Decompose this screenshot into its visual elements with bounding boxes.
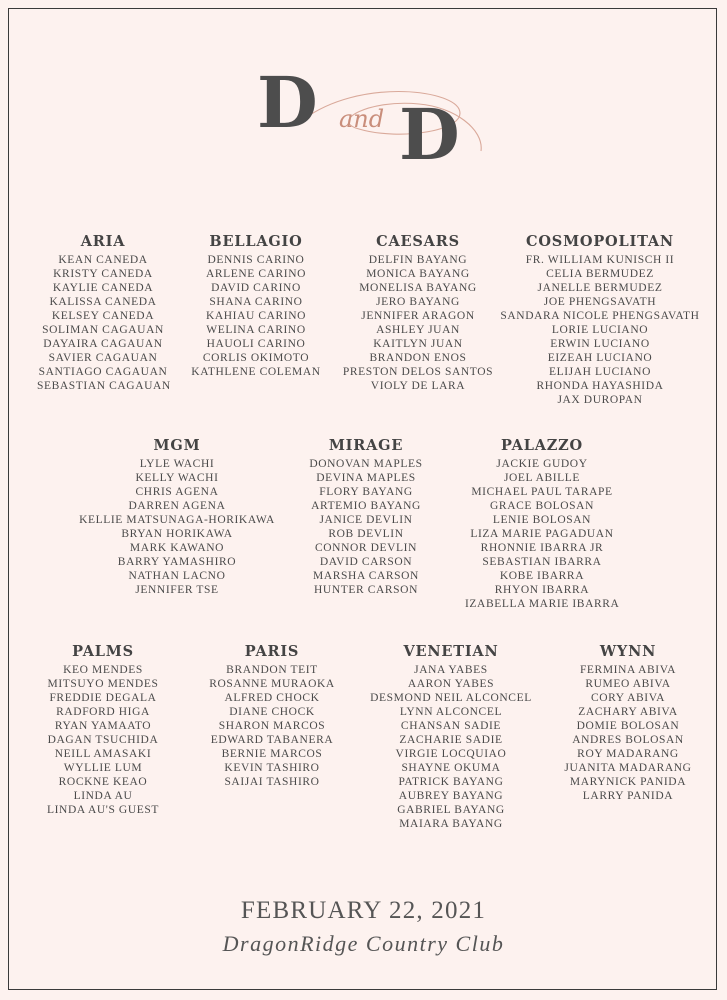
- guest-name: LINDA AU'S GUEST: [47, 804, 159, 816]
- guest-name: FLORY BAYANG: [319, 486, 413, 498]
- guest-name: JANELLE BERMUDEZ: [537, 282, 663, 294]
- guest-name: PRESTON DELOS SANTOS: [342, 366, 494, 378]
- guest-name: ZACHARIE SADIE: [399, 734, 503, 746]
- guest-name: KELSEY CANEDA: [51, 310, 155, 322]
- guest-name: GRACE BOLOSAN: [490, 500, 594, 512]
- guest-name: CORLIS OKIMOTO: [202, 352, 310, 364]
- guest-name: CHANSAN SADIE: [400, 720, 502, 732]
- guest-name: DAVID CARSON: [319, 556, 413, 568]
- guest-name: ERWIN LUCIANO: [550, 338, 650, 350]
- table-mgm: [79, 437, 275, 597]
- guest-name: DOMIE BOLOSAN: [576, 720, 680, 732]
- table-name: VENETIAN: [403, 643, 499, 660]
- guest-name: NEILL AMASAKI: [54, 748, 152, 760]
- guest-name: SAVIER CAGAUAN: [48, 352, 158, 364]
- guest-name: KEO MENDES: [63, 664, 143, 676]
- guest-name: EIZEAH LUCIANO: [547, 352, 653, 364]
- guest-name: ARLENE CARINO: [205, 268, 307, 280]
- guest-name: SEBASTIAN IBARRA: [482, 556, 602, 568]
- guest-name: DIANE CHOCK: [229, 706, 315, 718]
- guest-name: AUBREY BAYANG: [398, 790, 504, 802]
- guest-name: ANDRES BOLOSAN: [572, 734, 684, 746]
- guest-name: CELIA BERMUDEZ: [546, 268, 654, 280]
- guest-name: KATHLENE COLEMAN: [191, 366, 321, 378]
- guest-name: FR. WILLIAM KUNISCH II: [525, 254, 675, 266]
- guest-name: VIRGIE LOCQUIAO: [395, 748, 507, 760]
- guest-name: SANTIAGO CAGAUAN: [38, 366, 168, 378]
- table-aria: [37, 233, 169, 393]
- guest-name: BRANDON TEIT: [226, 664, 318, 676]
- guest-name: JAX DUROPAN: [557, 394, 643, 406]
- table-cosmopolitan: [497, 233, 703, 407]
- guest-name: SHAYNE OKUMA: [401, 762, 501, 774]
- monogram-letter-first: D: [257, 61, 318, 144]
- table-name: PARIS: [244, 643, 300, 660]
- table-name: BELLAGIO: [209, 233, 303, 250]
- guest-name: ZACHARY ABIVA: [578, 706, 678, 718]
- guest-name: RHONNIE IBARRA JR: [480, 542, 604, 554]
- guest-name: KEVIN TASHIRO: [224, 762, 320, 774]
- table-name: PALMS: [72, 643, 134, 660]
- table-mirage: [303, 437, 429, 597]
- guest-name: MONICA BAYANG: [366, 268, 470, 280]
- event-date: FEBRUARY 22, 2021: [240, 897, 487, 924]
- monogram-conjunction: and: [339, 105, 385, 133]
- guest-name: RHONDA HAYASHIDA: [536, 380, 664, 392]
- guest-name: JACKIE GUDOY: [496, 458, 588, 470]
- guest-name: KOBE IBARRA: [499, 570, 585, 582]
- guest-name: HUNTER CARSON: [314, 584, 418, 596]
- table-name: COSMOPOLITAN: [526, 233, 674, 250]
- guest-name: JENNIFER ARAGON: [361, 310, 475, 322]
- guest-name: WELINA CARINO: [206, 324, 306, 336]
- guest-name: BERNIE MARCOS: [221, 748, 323, 760]
- guest-name: LYLE WACHI: [139, 458, 215, 470]
- guest-name: KELLY WACHI: [135, 472, 219, 484]
- guest-name: CHRIS AGENA: [135, 486, 219, 498]
- table-paris: [205, 643, 339, 789]
- guest-name: ASHLEY JUAN: [376, 324, 460, 336]
- guest-name: AARON YABES: [407, 678, 495, 690]
- guest-name: DESMOND NEIL ALCONCEL: [370, 692, 532, 704]
- guest-name: DONOVAN MAPLES: [309, 458, 423, 470]
- guest-name: FREDDIE DEGALA: [49, 692, 157, 704]
- guest-name: DENNIS CARINO: [207, 254, 305, 266]
- guest-name: LYNN ALCONCEL: [399, 706, 503, 718]
- guest-name: LORIE LUCIANO: [551, 324, 649, 336]
- guest-name: RHYON IBARRA: [494, 584, 590, 596]
- guest-name: DAYAIRA CAGAUAN: [43, 338, 163, 350]
- table-caesars: [341, 233, 495, 393]
- guest-name: MITSUYO MENDES: [47, 678, 159, 690]
- guest-name: VIOLY DE LARA: [370, 380, 466, 392]
- guest-name: GABRIEL BAYANG: [397, 804, 505, 816]
- guest-name: ELIJAH LUCIANO: [549, 366, 651, 378]
- table-venetian: [363, 643, 539, 831]
- guest-name: LARRY PANIDA: [582, 790, 674, 802]
- guest-name: KAYLIE CANEDA: [52, 282, 154, 294]
- guest-name: JANA YABES: [414, 664, 488, 676]
- guest-name: LINDA AU: [73, 790, 133, 802]
- guest-name: PATRICK BAYANG: [398, 776, 504, 788]
- guest-name: ROSANNE MURAOKA: [209, 678, 335, 690]
- table-name: MIRAGE: [328, 437, 404, 454]
- guest-name: BRYAN HORIKAWA: [121, 528, 233, 540]
- guest-name: SOLIMAN CAGAUAN: [42, 324, 164, 336]
- guest-name: DAGAN TSUCHIDA: [47, 734, 159, 746]
- table-name: PALAZZO: [501, 437, 583, 454]
- guest-name: DAVID CARINO: [211, 282, 301, 294]
- monogram-logo: [249, 59, 499, 169]
- guest-name: NATHAN LACNO: [128, 570, 226, 582]
- guest-name: MARYNICK PANIDA: [569, 776, 687, 788]
- guest-name: FERMINA ABIVA: [579, 664, 677, 676]
- table-bellagio: [191, 233, 321, 379]
- table-name: WYNN: [599, 643, 657, 660]
- event-venue: DragonRidge Country Club: [222, 931, 505, 956]
- table-palms: [39, 643, 167, 817]
- guest-name: CORY ABIVA: [590, 692, 666, 704]
- guest-name: JOE PHENGSAVATH: [543, 296, 657, 308]
- guest-name: SHANA CARINO: [209, 296, 303, 308]
- table-wynn: [555, 643, 701, 803]
- table-name: ARIA: [80, 233, 126, 250]
- guest-name: EDWARD TABANERA: [210, 734, 334, 746]
- guest-name: ALFRED CHOCK: [224, 692, 320, 704]
- guest-name: WYLLIE LUM: [63, 762, 143, 774]
- guest-name: MAIARA BAYANG: [399, 818, 503, 830]
- guest-name: DEVINA MAPLES: [316, 472, 416, 484]
- guest-name: LIZA MARIE PAGADUAN: [470, 528, 614, 540]
- guest-name: CONNOR DEVLIN: [314, 542, 418, 554]
- guest-name: RYAN YAMAATO: [54, 720, 152, 732]
- guest-name: LENIE BOLOSAN: [492, 514, 592, 526]
- guest-name: ROB DEVLIN: [328, 528, 404, 540]
- guest-name: IZABELLA MARIE IBARRA: [465, 598, 620, 610]
- guest-name: KEAN CANEDA: [58, 254, 148, 266]
- guest-name: MICHAEL PAUL TARAPE: [471, 486, 613, 498]
- guest-name: KALISSA CANEDA: [49, 296, 157, 308]
- guest-name: MARSHA CARSON: [313, 570, 419, 582]
- guest-name: RUMEO ABIVA: [585, 678, 671, 690]
- guest-name: ROCKNE KEAO: [58, 776, 148, 788]
- guest-name: KRISTY CANEDA: [53, 268, 153, 280]
- guest-name: RADFORD HIGA: [56, 706, 150, 718]
- guest-name: SANDARA NICOLE PHENGSAVATH: [500, 310, 700, 322]
- table-name: CAESARS: [376, 233, 460, 250]
- guest-name: KAITLYN JUAN: [373, 338, 463, 350]
- guest-name: JUANITA MADARANG: [564, 762, 692, 774]
- table-palazzo: [465, 437, 619, 611]
- guest-name: MONELISA BAYANG: [359, 282, 477, 294]
- guest-name: DARREN AGENA: [128, 500, 226, 512]
- seating-chart-page: [8, 8, 717, 990]
- guest-name: KAHIAU CARINO: [205, 310, 307, 322]
- guest-name: MARK KAWANO: [129, 542, 225, 554]
- guest-name: KELLIE MATSUNAGA-HORIKAWA: [79, 514, 275, 526]
- guest-name: HAUOLI CARINO: [206, 338, 306, 350]
- guest-name: BARRY YAMASHIRO: [117, 556, 237, 568]
- guest-name: DELFIN BAYANG: [368, 254, 468, 266]
- guest-name: ROY MADARANG: [577, 748, 679, 760]
- guest-name: SEBASTIAN CAGAUAN: [37, 380, 171, 392]
- guest-name: JERO BAYANG: [376, 296, 460, 308]
- table-name: MGM: [153, 437, 201, 454]
- guest-name: JOEL ABILLE: [503, 472, 581, 484]
- guest-name: ARTEMIO BAYANG: [311, 500, 421, 512]
- guest-name: JANICE DEVLIN: [319, 514, 413, 526]
- guest-name: BRANDON ENOS: [369, 352, 467, 364]
- guest-name: JENNIFER TSE: [135, 584, 219, 596]
- guest-name: SAIJAI TASHIRO: [224, 776, 320, 788]
- guest-name: SHARON MARCOS: [218, 720, 326, 732]
- monogram-letter-second: D: [399, 93, 460, 169]
